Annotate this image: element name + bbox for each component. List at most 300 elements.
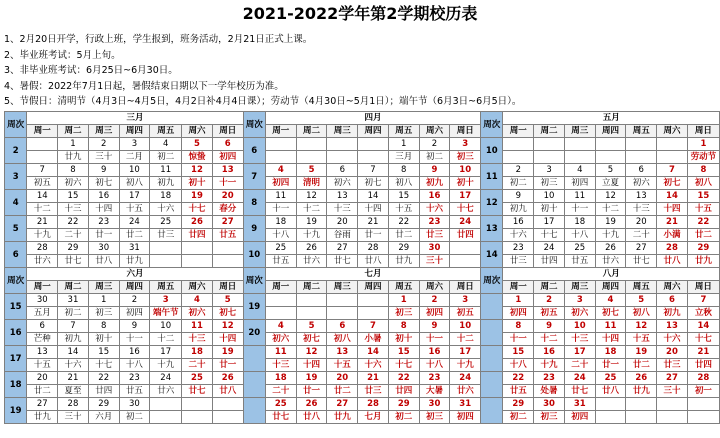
lunar-date-cell: 十九 (27, 229, 58, 242)
solar-date-cell: 31 (58, 294, 89, 307)
solar-date-cell: 24 (150, 372, 182, 385)
day-of-week-header: 周六 (657, 125, 688, 138)
solar-date-cell: 9 (419, 164, 450, 177)
solar-date-cell: 28 (358, 398, 389, 411)
solar-date-cell: 8 (503, 320, 534, 333)
lunar-date-cell: 初三 (388, 307, 419, 320)
note-line: 2、毕业班考试：5月上旬。 (4, 49, 121, 61)
solar-date-cell (450, 242, 481, 255)
solar-date-cell (27, 138, 58, 151)
lunar-date-cell: 十九 (150, 359, 182, 372)
lunar-date-cell: 十四 (657, 203, 688, 216)
solar-date-cell (657, 398, 688, 411)
lunar-date-cell (265, 307, 296, 320)
lunar-date-cell: 十八 (503, 359, 534, 372)
solar-date-cell: 16 (503, 216, 534, 229)
lunar-date-cell: 十七 (534, 229, 565, 242)
lunar-date-cell (182, 255, 213, 268)
solar-date-cell: 26 (296, 242, 327, 255)
lunar-date-cell: 三十 (58, 411, 89, 424)
lunar-date-cell: 廿八 (358, 255, 389, 268)
solar-date-cell: 27 (27, 398, 58, 411)
lunar-date-cell: 初六 (265, 333, 296, 346)
solar-date-cell: 30 (419, 242, 450, 255)
solar-date-cell: 1 (687, 138, 719, 151)
solar-date-cell (265, 294, 296, 307)
lunar-date-cell (327, 151, 358, 164)
lunar-date-cell: 三十 (419, 255, 450, 268)
solar-date-cell: 16 (419, 190, 450, 203)
solar-date-cell: 28 (27, 242, 58, 255)
day-of-week-header: 周一 (265, 281, 296, 294)
solar-date-cell: 23 (88, 216, 119, 229)
solar-date-cell: 23 (503, 242, 534, 255)
solar-date-cell: 1 (88, 294, 119, 307)
solar-date-cell: 2 (419, 138, 450, 151)
notes-list (4, 32, 716, 110)
lunar-date-cell: 廿七 (265, 411, 296, 424)
day-of-week-header: 周二 (534, 125, 565, 138)
solar-date-cell: 7 (358, 164, 389, 177)
solar-date-cell: 8 (58, 164, 89, 177)
solar-date-cell: 7 (27, 164, 58, 177)
solar-date-cell: 17 (119, 190, 150, 203)
lunar-date-row (5, 203, 720, 216)
lunar-date-cell: 初六 (564, 307, 595, 320)
lunar-date-cell (595, 411, 626, 424)
solar-date-cell: 19 (182, 190, 213, 203)
solar-date-cell: 7 (687, 294, 719, 307)
lunar-date-cell: 初二 (388, 411, 419, 424)
solar-date-cell (626, 398, 657, 411)
solar-date-cell: 15 (58, 190, 89, 203)
lunar-date-cell: 初六 (182, 307, 213, 320)
lunar-date-cell: 十四 (212, 333, 243, 346)
week-number (481, 398, 503, 424)
solar-date-row (5, 398, 720, 411)
week-number: 14 (481, 242, 503, 268)
solar-date-cell: 6 (212, 138, 243, 151)
day-of-week-header: 周五 (626, 125, 657, 138)
month-title: 八月 (503, 268, 720, 281)
solar-date-cell: 11 (150, 164, 182, 177)
solar-date-cell (265, 138, 296, 151)
lunar-date-cell (534, 151, 565, 164)
lunar-date-cell: 十九 (450, 359, 481, 372)
solar-date-cell: 29 (88, 398, 119, 411)
solar-date-cell: 16 (534, 346, 565, 359)
solar-date-cell: 9 (88, 164, 119, 177)
solar-date-cell: 31 (450, 398, 481, 411)
lunar-date-cell: 十六 (419, 203, 450, 216)
lunar-date-cell: 初十 (88, 333, 119, 346)
lunar-date-cell: 廿八 (88, 255, 119, 268)
day-of-week-header: 周三 (327, 125, 358, 138)
lunar-date-cell: 廿九 (687, 255, 719, 268)
solar-date-cell: 16 (419, 346, 450, 359)
solar-date-cell: 10 (150, 320, 182, 333)
solar-date-cell: 10 (450, 164, 481, 177)
solar-date-cell: 30 (534, 398, 565, 411)
lunar-date-cell: 初五 (534, 307, 565, 320)
lunar-date-cell: 小满 (657, 229, 688, 242)
solar-date-cell: 11 (182, 320, 213, 333)
solar-date-cell: 19 (296, 372, 327, 385)
solar-date-cell: 7 (58, 320, 89, 333)
lunar-date-cell: 初四 (212, 151, 243, 164)
solar-date-row (5, 216, 720, 229)
lunar-date-cell: 廿三 (358, 385, 389, 398)
solar-date-cell: 4 (182, 294, 213, 307)
lunar-date-cell: 初四 (503, 307, 534, 320)
week-number: 18 (5, 372, 27, 398)
lunar-date-cell: 十五 (388, 203, 419, 216)
solar-date-cell: 5 (626, 294, 657, 307)
lunar-date-cell: 廿九 (327, 411, 358, 424)
lunar-date-cell: 初七 (595, 307, 626, 320)
solar-date-cell: 19 (595, 216, 626, 229)
day-of-week-header: 周二 (296, 125, 327, 138)
solar-date-cell: 21 (358, 216, 389, 229)
solar-date-row (5, 294, 720, 307)
lunar-date-row (5, 229, 720, 242)
day-of-week-header: 周四 (595, 125, 626, 138)
week-column-header: 周次 (481, 112, 503, 138)
lunar-date-cell: 廿六 (27, 255, 58, 268)
lunar-date-cell: 初四 (564, 177, 595, 190)
month-title: 三月 (27, 112, 243, 125)
lunar-date-cell: 二十 (626, 229, 657, 242)
solar-date-cell: 22 (503, 372, 534, 385)
solar-date-cell: 24 (450, 216, 481, 229)
week-number: 12 (481, 190, 503, 216)
week-number: 11 (481, 164, 503, 190)
solar-date-cell: 24 (534, 242, 565, 255)
day-of-week-header: 周二 (58, 125, 89, 138)
lunar-date-cell: 十七 (687, 333, 719, 346)
solar-date-cell: 18 (564, 216, 595, 229)
week-column-header: 周次 (5, 112, 27, 138)
solar-date-cell: 10 (564, 320, 595, 333)
solar-date-cell: 18 (265, 372, 296, 385)
solar-date-cell: 29 (687, 242, 719, 255)
lunar-date-row (5, 333, 720, 346)
lunar-date-cell (358, 307, 389, 320)
lunar-date-cell: 端午节 (150, 307, 182, 320)
day-of-week-header: 周日 (212, 281, 243, 294)
solar-date-cell: 11 (265, 190, 296, 203)
solar-date-cell: 22 (88, 372, 119, 385)
day-of-week-header: 周一 (27, 281, 58, 294)
solar-date-cell: 25 (595, 372, 626, 385)
lunar-date-cell: 十八 (119, 359, 150, 372)
solar-date-cell: 11 (595, 320, 626, 333)
lunar-date-cell (595, 151, 626, 164)
lunar-date-cell: 廿三 (657, 359, 688, 372)
solar-date-cell: 19 (212, 346, 243, 359)
week-number (481, 294, 503, 320)
solar-date-cell: 8 (687, 164, 719, 177)
week-number: 19 (243, 294, 265, 320)
week-number: 20 (243, 320, 265, 346)
solar-date-cell: 17 (450, 190, 481, 203)
solar-date-row (5, 346, 720, 359)
solar-date-cell: 25 (265, 242, 296, 255)
solar-date-cell: 3 (119, 138, 150, 151)
lunar-date-cell: 廿五 (564, 255, 595, 268)
solar-date-cell: 21 (27, 216, 58, 229)
solar-date-cell: 6 (27, 320, 58, 333)
lunar-date-cell: 处暑 (534, 385, 565, 398)
day-of-week-header: 周六 (419, 281, 450, 294)
lunar-date-cell: 春分 (212, 203, 243, 216)
day-of-week-header: 周三 (564, 281, 595, 294)
lunar-date-cell: 廿九 (626, 385, 657, 398)
lunar-date-cell (150, 411, 182, 424)
lunar-date-cell: 廿四 (450, 229, 481, 242)
solar-date-cell (687, 398, 719, 411)
lunar-date-cell (503, 151, 534, 164)
lunar-date-cell: 廿四 (182, 229, 213, 242)
solar-date-cell: 10 (119, 164, 150, 177)
solar-date-cell: 2 (119, 294, 150, 307)
solar-date-cell: 23 (534, 372, 565, 385)
solar-date-cell: 2 (503, 164, 534, 177)
lunar-date-cell (327, 307, 358, 320)
lunar-date-cell: 十一 (564, 203, 595, 216)
solar-date-cell: 9 (419, 320, 450, 333)
solar-date-cell: 3 (534, 164, 565, 177)
lunar-date-cell: 廿八 (212, 385, 243, 398)
lunar-date-cell: 初十 (182, 177, 213, 190)
lunar-date-cell (296, 151, 327, 164)
solar-date-cell: 16 (88, 190, 119, 203)
day-of-week-header: 周一 (503, 125, 534, 138)
lunar-date-cell: 二十 (182, 359, 213, 372)
solar-date-cell: 30 (119, 398, 150, 411)
lunar-date-cell: 初四 (450, 411, 481, 424)
day-header-row (5, 125, 720, 138)
solar-date-cell: 28 (358, 242, 389, 255)
solar-date-cell: 29 (388, 398, 419, 411)
day-of-week-header: 周四 (358, 125, 389, 138)
solar-date-cell: 21 (687, 346, 719, 359)
note-line: 1、2月20日开学，行政上班，学生报到，班务活动，2月21日正式上课。 (4, 34, 313, 45)
solar-date-cell: 22 (388, 216, 419, 229)
solar-date-cell: 15 (388, 346, 419, 359)
solar-date-cell (564, 138, 595, 151)
solar-date-cell: 15 (388, 190, 419, 203)
solar-date-cell: 13 (27, 346, 58, 359)
lunar-date-cell: 初三 (419, 411, 450, 424)
lunar-date-cell: 廿三 (150, 229, 182, 242)
lunar-date-cell: 初四 (119, 307, 150, 320)
solar-date-cell: 3 (564, 294, 595, 307)
solar-date-row (5, 138, 720, 151)
day-of-week-header: 周六 (182, 281, 213, 294)
lunar-date-row (5, 177, 720, 190)
week-number (243, 346, 265, 372)
solar-date-cell: 26 (595, 242, 626, 255)
lunar-date-cell: 十一 (265, 203, 296, 216)
week-number (481, 372, 503, 398)
day-of-week-header: 周三 (564, 125, 595, 138)
day-of-week-header: 周日 (687, 281, 719, 294)
solar-date-cell: 30 (88, 242, 119, 255)
lunar-date-cell: 十七 (388, 359, 419, 372)
lunar-date-cell: 十八 (419, 359, 450, 372)
lunar-date-cell: 初一 (687, 385, 719, 398)
lunar-date-cell (296, 307, 327, 320)
solar-date-cell: 6 (657, 294, 688, 307)
solar-date-cell: 31 (119, 242, 150, 255)
lunar-date-cell (182, 411, 213, 424)
solar-date-cell: 9 (534, 320, 565, 333)
solar-date-cell (296, 294, 327, 307)
solar-date-cell: 8 (388, 320, 419, 333)
lunar-date-cell: 廿四 (88, 385, 119, 398)
day-of-week-header: 周六 (419, 125, 450, 138)
lunar-date-row (5, 151, 720, 164)
solar-date-cell: 4 (265, 320, 296, 333)
lunar-date-row (5, 255, 720, 268)
solar-date-cell (327, 138, 358, 151)
week-number: 10 (243, 242, 265, 268)
solar-date-row (5, 190, 720, 203)
lunar-date-cell: 大暑 (419, 385, 450, 398)
solar-date-cell: 20 (327, 372, 358, 385)
solar-date-cell: 28 (58, 398, 89, 411)
lunar-date-cell: 十七 (88, 359, 119, 372)
lunar-date-cell: 廿二 (27, 385, 58, 398)
lunar-date-cell: 十三 (182, 333, 213, 346)
lunar-date-cell: 十七 (450, 203, 481, 216)
week-number: 19 (5, 398, 27, 424)
lunar-date-cell: 十三 (327, 203, 358, 216)
lunar-date-row (5, 411, 720, 424)
lunar-date-cell: 初九 (419, 177, 450, 190)
solar-date-cell (296, 138, 327, 151)
solar-date-row (5, 372, 720, 385)
lunar-date-cell: 十四 (595, 333, 626, 346)
solar-date-cell: 22 (687, 216, 719, 229)
solar-date-cell: 5 (296, 164, 327, 177)
day-of-week-header: 周一 (27, 125, 58, 138)
solar-date-cell: 27 (657, 372, 688, 385)
calendar-grid (4, 111, 720, 424)
lunar-date-cell: 劳动节 (687, 151, 719, 164)
week-number: 3 (5, 164, 27, 190)
lunar-date-cell: 十六 (503, 229, 534, 242)
lunar-date-cell: 初三 (534, 411, 565, 424)
solar-date-cell: 2 (534, 294, 565, 307)
day-of-week-header: 周三 (88, 281, 119, 294)
lunar-date-cell: 廿八 (595, 385, 626, 398)
lunar-date-cell: 十三 (626, 203, 657, 216)
solar-date-cell: 30 (419, 398, 450, 411)
solar-date-cell (150, 398, 182, 411)
week-number (481, 346, 503, 372)
lunar-date-row (5, 307, 720, 320)
week-number: 8 (243, 190, 265, 216)
lunar-date-cell: 廿三 (419, 229, 450, 242)
lunar-date-cell: 三十 (88, 151, 119, 164)
lunar-date-cell: 廿一 (212, 359, 243, 372)
solar-date-cell: 28 (657, 242, 688, 255)
solar-date-cell: 3 (450, 294, 481, 307)
lunar-date-cell (212, 411, 243, 424)
solar-date-cell: 17 (150, 346, 182, 359)
lunar-date-cell: 十一 (119, 333, 150, 346)
solar-date-cell: 20 (327, 216, 358, 229)
month-title: 七月 (265, 268, 480, 281)
solar-date-cell: 14 (687, 320, 719, 333)
lunar-date-cell: 初三 (534, 177, 565, 190)
solar-date-cell: 28 (687, 372, 719, 385)
lunar-date-row (5, 359, 720, 372)
month-title: 六月 (27, 268, 243, 281)
lunar-date-cell: 廿一 (88, 229, 119, 242)
solar-date-cell: 14 (58, 346, 89, 359)
lunar-date-cell: 廿三 (503, 255, 534, 268)
lunar-date-cell: 初九 (657, 307, 688, 320)
day-of-week-header: 周四 (119, 281, 150, 294)
solar-date-cell: 8 (88, 320, 119, 333)
lunar-date-cell: 初九 (58, 333, 89, 346)
solar-date-cell: 5 (296, 320, 327, 333)
lunar-date-cell: 廿六 (150, 385, 182, 398)
lunar-date-cell: 初十 (534, 203, 565, 216)
lunar-date-cell: 初十 (450, 177, 481, 190)
week-number: 10 (481, 138, 503, 164)
solar-date-cell: 1 (503, 294, 534, 307)
solar-date-cell: 15 (503, 346, 534, 359)
lunar-date-cell: 三十 (657, 385, 688, 398)
lunar-date-cell: 清明 (296, 177, 327, 190)
day-of-week-header: 周日 (212, 125, 243, 138)
solar-date-cell: 12 (626, 320, 657, 333)
lunar-date-cell: 二月 (119, 151, 150, 164)
lunar-date-cell: 十四 (296, 359, 327, 372)
lunar-date-cell (450, 255, 481, 268)
lunar-date-cell: 廿八 (296, 411, 327, 424)
solar-date-cell: 15 (687, 190, 719, 203)
solar-date-cell: 12 (296, 190, 327, 203)
solar-date-cell: 1 (58, 138, 89, 151)
solar-date-cell: 4 (265, 164, 296, 177)
day-of-week-header: 周四 (358, 281, 389, 294)
lunar-date-cell (150, 255, 182, 268)
note-line: 3、非毕业班考试：6月25日~6月30日。 (4, 65, 178, 76)
lunar-date-cell: 廿六 (595, 255, 626, 268)
lunar-date-cell: 廿一 (296, 385, 327, 398)
lunar-date-cell: 十九 (296, 229, 327, 242)
solar-date-cell: 22 (58, 216, 89, 229)
lunar-date-cell: 立夏 (595, 177, 626, 190)
solar-date-cell: 17 (564, 346, 595, 359)
lunar-date-cell: 廿九 (119, 255, 150, 268)
solar-date-cell: 4 (595, 294, 626, 307)
lunar-date-cell: 二十 (265, 385, 296, 398)
lunar-date-cell: 廿七 (58, 255, 89, 268)
lunar-date-cell: 芒种 (27, 333, 58, 346)
solar-date-cell: 20 (27, 372, 58, 385)
day-of-week-header: 周一 (503, 281, 534, 294)
week-number: 15 (5, 294, 27, 320)
solar-date-cell: 19 (296, 216, 327, 229)
solar-date-cell (534, 138, 565, 151)
month-header-row (5, 268, 720, 281)
